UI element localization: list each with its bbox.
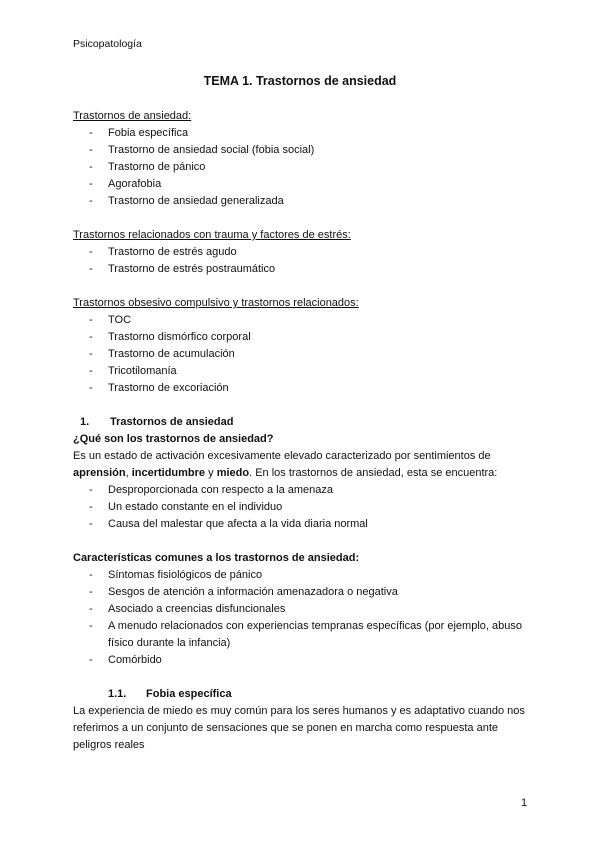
list-item: - Trastorno de estrés postraumático: [73, 261, 533, 278]
document-title: TEMA 1. Trastornos de ansiedad: [203, 74, 397, 88]
list-item: - Trastorno de acumulación: [73, 346, 533, 363]
document-body: [73, 108, 533, 754]
list-common-features: [73, 567, 533, 669]
group-heading-anxiety: Trastornos de ansiedad:: [73, 110, 192, 122]
page-number: 1: [521, 797, 528, 809]
list-item: - Síntomas fisiológicos de pánico: [73, 567, 533, 584]
list-item: - Trastorno de ansiedad social (fobia social): [73, 142, 533, 159]
section-paragraph: Es un estado de activación excesivamente elevado caracterizado por sentimientos de aprensión, incertidumbre y miedo. En los trastornos de ansiedad, esta se encuentra:: [73, 450, 498, 479]
section-1-1-heading: [73, 686, 533, 703]
section-1-1-paragraph: La experiencia de miedo es muy común para los seres humanos y es adaptativo cuando nos referimos a un conjunto de sensaciones que se ponen en marcha como respuesta ante peligros reales: [73, 705, 525, 751]
list-item: - Sesgos de atención a información amenazadora o negativa: [73, 584, 533, 601]
page-header: Psicopatología: [73, 38, 142, 50]
list-item: - Trastorno de ansiedad generalizada: [73, 193, 533, 210]
group-heading-trauma: Trastornos relacionados con trauma y factores de estrés:: [73, 229, 351, 241]
list-item: - Trastorno de excoriación: [73, 380, 533, 397]
list-anxiety-features: [73, 482, 533, 533]
bold-term: aprensión: [73, 467, 126, 479]
list-anxiety-disorders: [73, 125, 533, 210]
list-item: - Trastorno de pánico: [73, 159, 533, 176]
list-item: - Trastorno de estrés agudo: [73, 244, 533, 261]
group-heading-ocd: Trastornos obsesivo compulsivo y trastornos relacionados:: [73, 297, 359, 309]
section-number: 1.: [80, 416, 90, 428]
list-item: - Causa del malestar que afecta a la vida diaria normal: [73, 516, 533, 533]
list-item: - Comórbido: [73, 652, 533, 669]
list-ocd-disorders: [73, 312, 533, 397]
list-item: - TOC: [73, 312, 533, 329]
list-item: - Asociado a creencias disfuncionales: [73, 601, 533, 618]
list-item: - A menudo relacionados con experiencias tempranas específicas (por ejemplo, abuso físico durante la infancia): [73, 618, 533, 652]
list-item: - Tricotilomanía: [73, 363, 533, 380]
list-trauma-disorders: [73, 244, 533, 278]
list-item: - Fobia específica: [73, 125, 533, 142]
list-item: - Trastorno dismórfico corporal: [73, 329, 533, 346]
list-item: - Un estado constante en el individuo: [73, 499, 533, 516]
bold-term: incertidumbre: [131, 467, 206, 479]
list-item: - Desproporcionada con respecto a la amenaza: [73, 482, 533, 499]
section-title: Trastornos de ansiedad: [110, 416, 234, 428]
section-title: Fobia específica: [146, 688, 232, 700]
section-number: 1.1.: [108, 688, 127, 700]
section-question: ¿Qué son los trastornos de ansiedad?: [73, 433, 274, 445]
common-features-heading: Características comunes a los trastornos de ansiedad:: [73, 552, 360, 564]
bold-term: miedo: [216, 467, 250, 479]
list-item: - Agorafobia: [73, 176, 533, 193]
section-1-heading: [73, 414, 533, 431]
